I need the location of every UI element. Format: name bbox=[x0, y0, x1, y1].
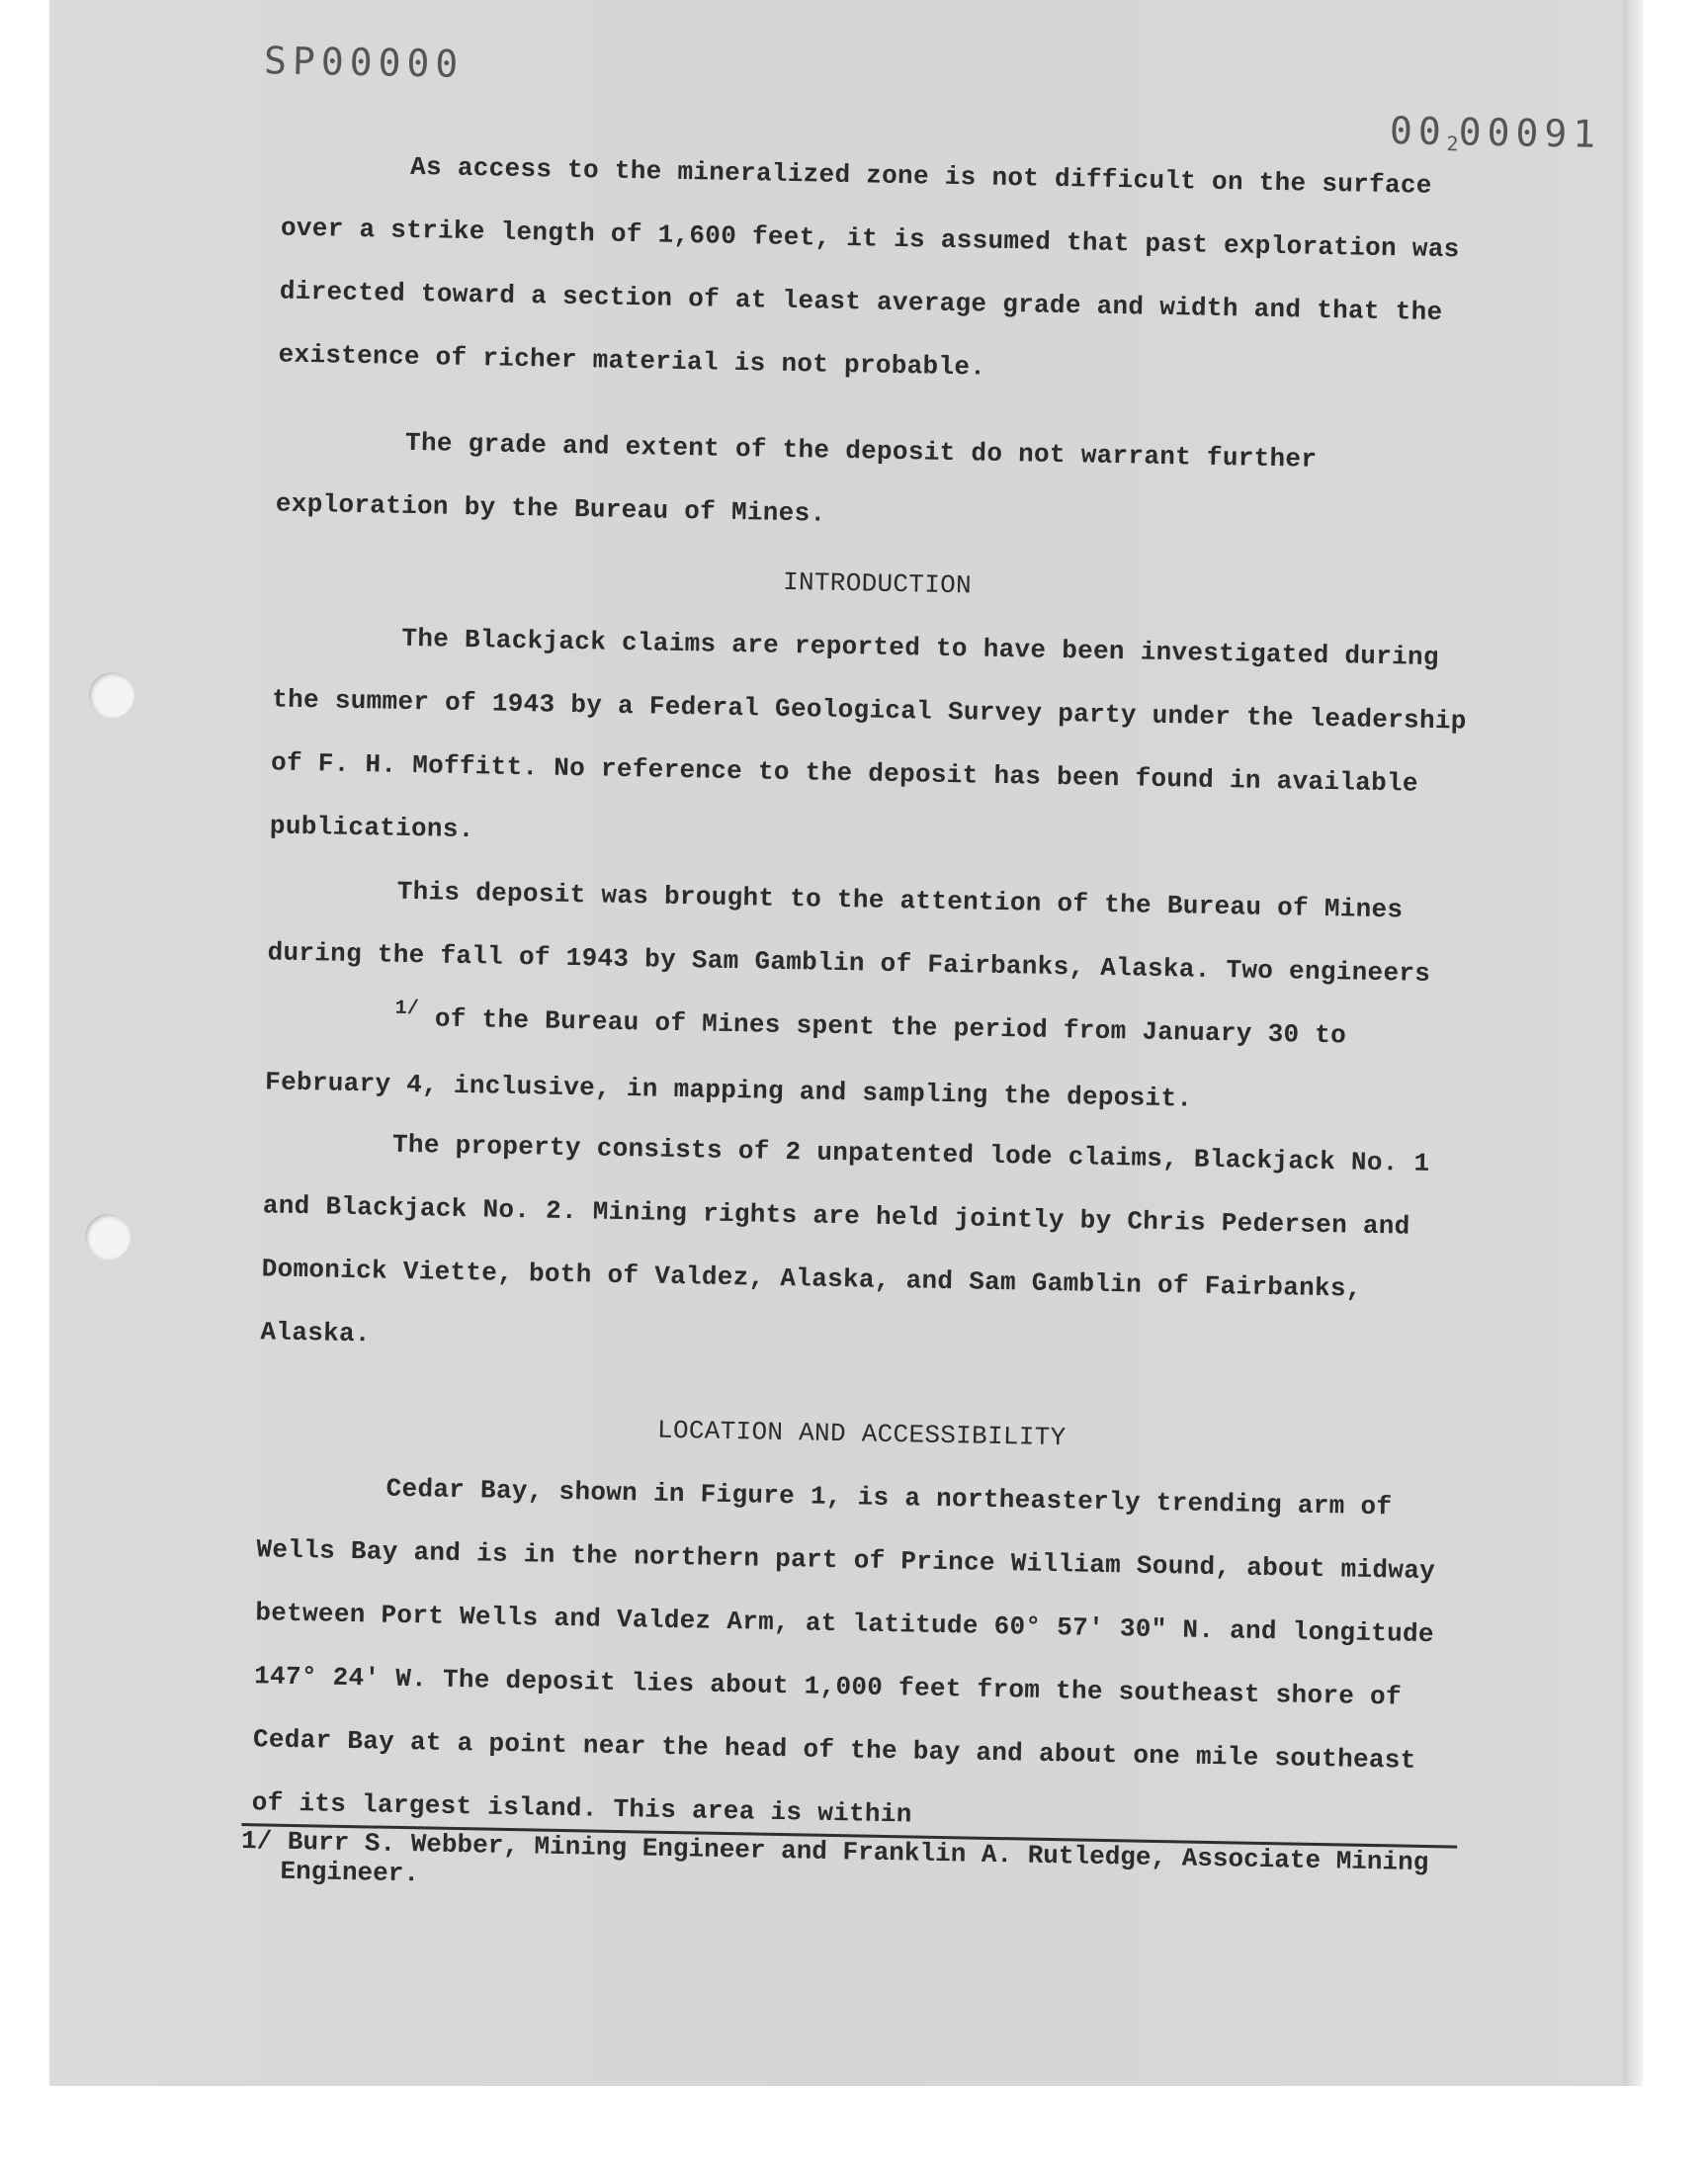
footnote-marker: 1/ bbox=[240, 1826, 273, 1857]
paragraph-blackjack-claims: The Blackjack claims are reported to have been investigated during the summer of 1943 by a Federal Geological Survey party under the leadership of F. H. Moffitt. No reference to the deposit has been found in available publications. bbox=[269, 623, 1467, 845]
paragraph-deposit-attention bbox=[265, 857, 1476, 1135]
footnote-reference: 1/ bbox=[394, 997, 420, 1021]
paragraph-property: The property consists of 2 unpatented lode claims, Blackjack No. 1 and Blackjack No. 2. Mining rights are held jointly by Chris Pedersen and Domonick Viette, both of Valdez, Alaska, and Sam Gamblin of Fairbanks, Alaska. bbox=[260, 1129, 1430, 1349]
stamp-top-right bbox=[1390, 109, 1602, 158]
paragraph-deposit-attention-end: of the Bureau of Mines spent the period from January 30 to February 4, inclusive, in mapping and sampling the deposit. bbox=[264, 1003, 1347, 1114]
paragraph-cedar-bay: Cedar Bay, shown in Figure 1, is a northeasterly trending arm of Wells Bay and is in the northern part of Prince William Sound, about midway between Port Wells and Valdez Arm, at latitude 60° 57' 30" N. and longitude 147° 24' W. The deposit lies about 1,000 feet from the southeast shore of Cedar Bay at a point near the head of the bay and about one mile southeast of its largest island. This area is within bbox=[251, 1473, 1436, 1830]
stamp-top-right-suffix: 00091 bbox=[1458, 110, 1602, 156]
stamp-top-right-sub: 2 bbox=[1446, 131, 1459, 156]
stamp-top-right-prefix: 00 bbox=[1389, 109, 1448, 154]
document-page bbox=[49, 0, 1623, 2086]
footnote-text: Burr S. Webber, Mining Engineer and Franklin A. Rutledge, Associate Mining Engineer. bbox=[272, 1826, 1429, 1889]
paragraph-deposit-attention-start: This deposit was brought to the attention of the Bureau of Mines during the fall of 1943 by Sam Gamblin of Fairbanks, Alaska. Two engineers bbox=[267, 876, 1431, 989]
heading-location-accessibility: LOCATION AND ACCESSIBILITY bbox=[656, 1415, 1067, 1453]
paragraph-access: As access to the mineralized zone is not difficult on the surface over a strike length of 1,600 feet, it is assumed that past exploration was directed toward a section of at least average grade and width and that the existence of richer material is not probable. bbox=[278, 151, 1460, 383]
heading-introduction: INTRODUCTION bbox=[782, 566, 973, 601]
page-content bbox=[49, 0, 1623, 2086]
page-edge-shadow bbox=[1623, 0, 1643, 2086]
stamp-top-left: SP00000 bbox=[263, 39, 465, 86]
paragraph-grade-extent: The grade and extent of the deposit do not warrant further exploration by the Bureau of Mines. bbox=[275, 427, 1318, 529]
